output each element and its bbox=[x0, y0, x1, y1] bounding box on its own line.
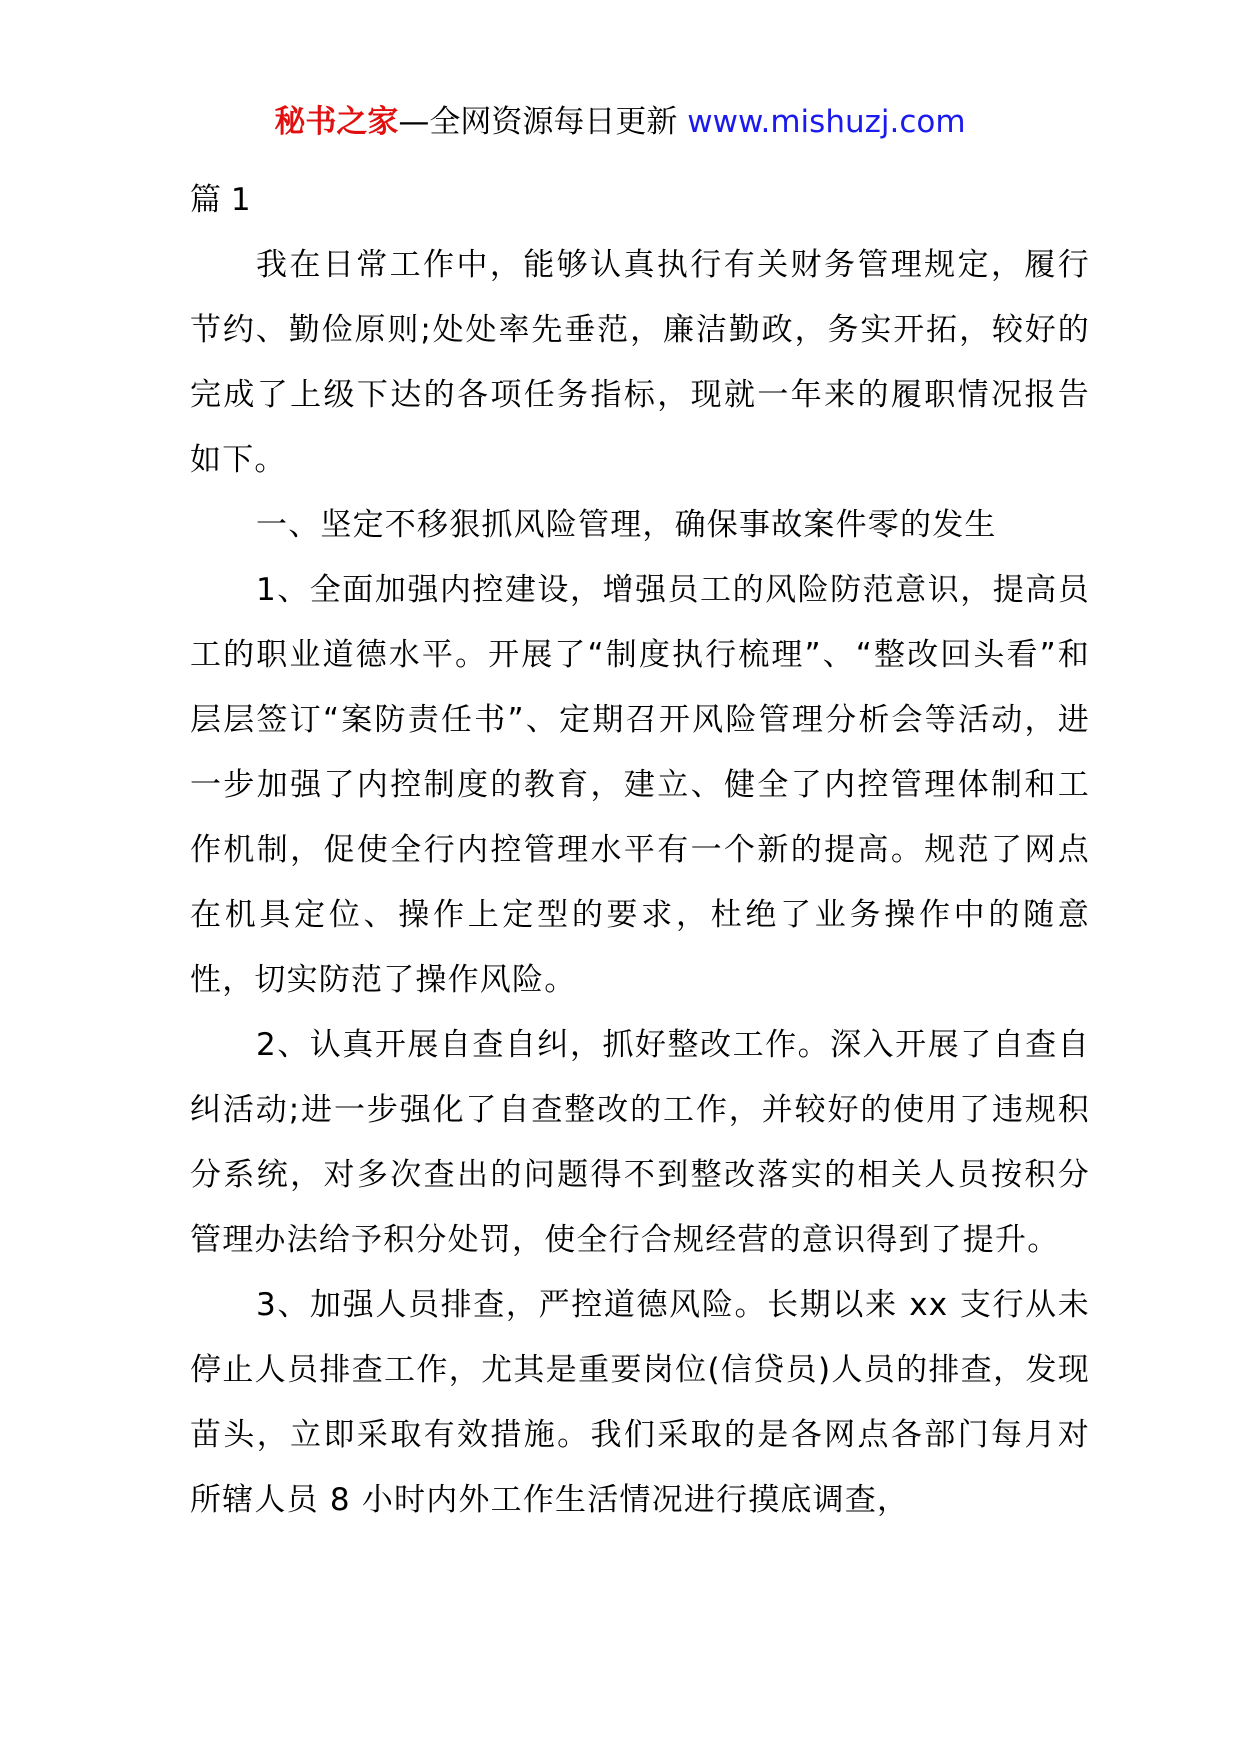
paragraph-intro: 我在日常工作中，能够认真执行有关财务管理规定，履行节约、勤俭原则;处处率先垂范，廉洁勤政，务实开拓，较好的完成了上级下达的各项任务指标，现就一年来的履职情况报告如下。 bbox=[190, 247, 1090, 478]
site-url-link[interactable]: www.mishuzj.com bbox=[687, 104, 966, 140]
paragraph-item-3: 3、加强人员排查，严控道德风险。长期以来 xx 支行从未停止人员排查工作，尤其是重要岗位(信贷员)人员的排查，发现苗头，立即采取有效措施。我们采取的是各网点各部门每月对所辖人员 8 小时内外工作生活情况进行摸底调查， bbox=[190, 1287, 1090, 1518]
paragraph-item-2: 2、认真开展自查自纠，抓好整改工作。深入开展了自查自纠活动;进一步强化了自查整改的工作，并较好的使用了违规积分系统，对多次查出的问题得不到整改落实的相关人员按积分管理办法给予积分处罚，使全行合规经营的意识得到了提升。 bbox=[190, 1027, 1090, 1258]
document-title: 篇 1 bbox=[190, 182, 251, 218]
site-header bbox=[0, 100, 1240, 144]
brand-name: 秘书之家 bbox=[274, 104, 399, 140]
header-tagline: —全网资源每日更新 bbox=[398, 104, 678, 140]
section-heading-1: 一、坚定不移狠抓风险管理，确保事故案件零的发生 bbox=[256, 507, 997, 543]
paragraph-item-1: 1、全面加强内控建设，增强员工的风险防范意识，提高员工的职业道德水平。开展了“制度执行梳理”、“整改回头看”和层层签订“案防责任书”、定期召开风险管理分析会等活动，进一步加强了内控制度的教育，建立、健全了内控管理体制和工作机制，促使全行内控管理水平有一个新的提高。规范了网点在机具定位、操作上定型的要求，杜绝了业务操作中的随意性，切实防范了操作风险。 bbox=[190, 572, 1090, 998]
document-body bbox=[190, 168, 1090, 1533]
